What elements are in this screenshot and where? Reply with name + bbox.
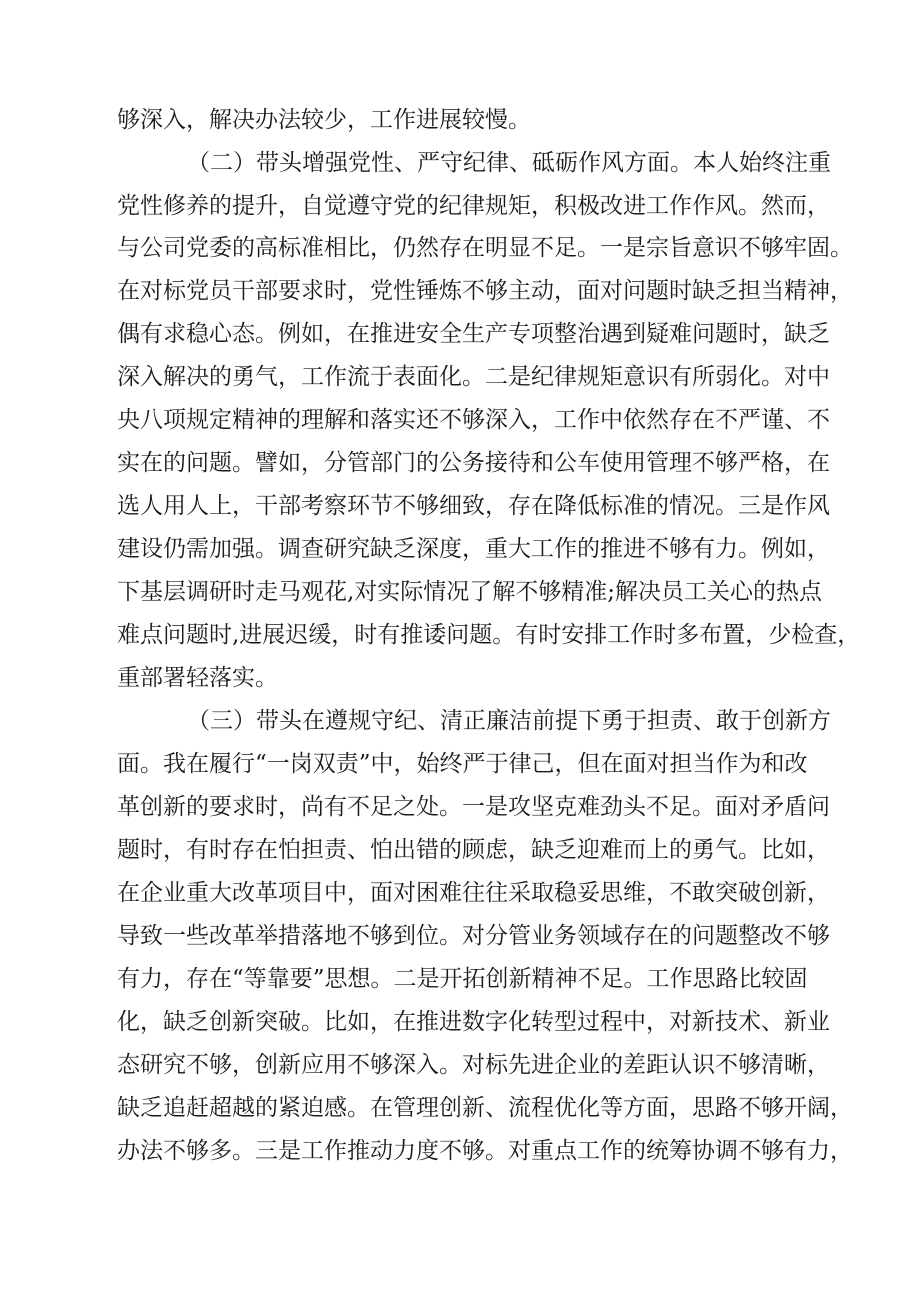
text-line: 与公司党委的高标准相比，仍然存在明显不足。一是宗旨意识不够牢固。: [117, 235, 853, 261]
text-line: 实在的问题。譬如，分管部门的公务接待和公车使用管理不够严格，在: [117, 450, 830, 476]
text-line: 态研究不够，创新应用不够深入。对标先进企业的差距认识不够清晰，: [117, 1052, 830, 1078]
text-line: 党性修养的提升，自觉遵守党的纪律规矩，积极改进工作作风。然而，: [117, 193, 830, 219]
text-line: 在对标党员干部要求时，党性锤炼不够主动，面对问题时缺乏担当精神，: [117, 278, 853, 304]
paragraph-3-heading: （三）带头在遵规守纪、清正廉洁前提下勇于担责、敢于创新方: [187, 708, 831, 734]
text-line: 重部署轻落实。: [117, 665, 278, 691]
text-line: 在企业重大改革项目中，面对困难往往采取稳妥思维，不敢突破创新，: [117, 880, 830, 906]
text-line: 导致一些改革举措落地不够到位。对分管业务领域存在的问题整改不够: [117, 923, 830, 949]
text-line: 深入解决的勇气，工作流于表面化。二是纪律规矩意识有所弱化。对中: [117, 364, 830, 390]
text-line: 央八项规定精神的理解和落实还不够深入，工作中依然存在不严谨、不: [117, 407, 830, 433]
text-line: 够深入，解决办法较少，工作进展较慢。: [117, 107, 531, 133]
text-line: 面。我在履行“一岗双责”中，始终严于律己，但在面对担当作为和改: [117, 751, 808, 777]
text-line: 办法不够多。三是工作推动力度不够。对重点工作的统筹协调不够有力，: [117, 1138, 853, 1164]
text-line: 有力，存在“等靠要”思想。二是开拓创新精神不足。工作思路比较固: [117, 966, 808, 992]
text-line: 建设仍需加强。调查研究缺乏深度，重大工作的推进不够有力。例如，: [117, 536, 830, 562]
text-line: 偶有求稳心态。例如，在推进安全生产专项整治遇到疑难问题时，缺乏: [117, 321, 830, 347]
paragraph-2-heading: （二）带头增强党性、严守纪律、砥砺作风方面。本人始终注重: [187, 150, 831, 176]
text-line: 化，缺乏创新突破。比如，在推进数字化转型过程中，对新技术、新业: [117, 1009, 830, 1035]
text-line: 缺乏追赶超越的紧迫感。在管理创新、流程优化等方面，思路不够开阔，: [117, 1095, 853, 1121]
text-line: 革创新的要求时，尚有不足之处。一是攻坚克难劲头不足。面对矛盾问: [117, 794, 830, 820]
text-line: 选人用人上，干部考察环节不够细致，存在降低标准的情况。三是作风: [117, 493, 830, 519]
text-line: 下基层调研时走马观花,对实际情况了解不够精准;解决员工关心的热点: [117, 579, 823, 605]
text-line: 难点问题时,进展迟缓，时有推诿问题。有时安排工作时多布置，少检查，: [117, 622, 861, 648]
text-line: 题时，有时存在怕担责、怕出错的顾虑，缺乏迎难而上的勇气。比如，: [117, 837, 830, 863]
